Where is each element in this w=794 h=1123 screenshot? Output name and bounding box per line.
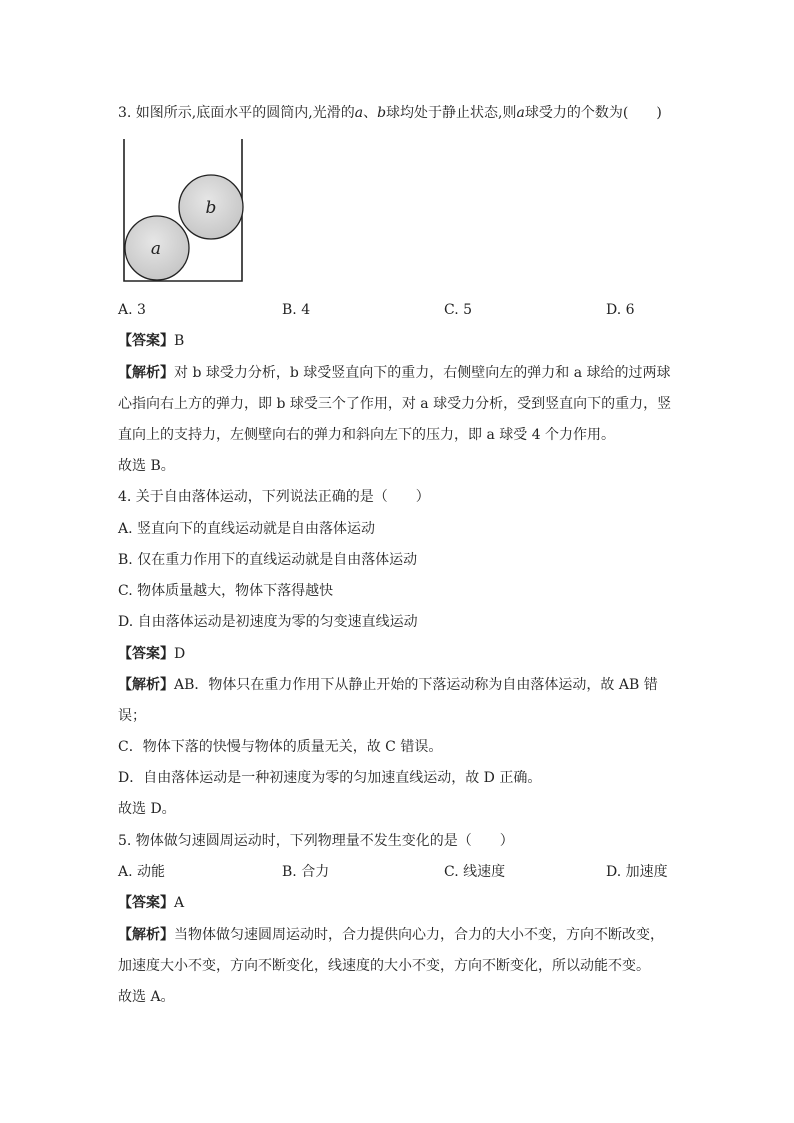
q3-analysis-text-1: 对 b 球受力分析，b 球受竖直向下的重力，右侧壁向左的弹力和 a 球给的过两球: [174, 365, 671, 381]
ball-a-label: a: [150, 239, 162, 259]
q3-stem-part1: 3. 如图所示,底面水平的圆筒内,光滑的: [118, 105, 355, 121]
q3-stem-part2: 球均处于静止状态,则: [386, 105, 517, 121]
q3-conclusion: 故选 B。: [118, 458, 175, 474]
q3-analysis-line-2: 心指向右上方的弹力，即 b 球受三个了作用，对 a 球受力分析，受到竖直向下的重力，竖: [118, 396, 672, 412]
q4-conclusion: 故选 D。: [118, 801, 176, 817]
q3-var-a: a: [354, 105, 364, 121]
q3-analysis-line-1: [118, 364, 671, 382]
q3-stem-part3: 球受力的个数为( ): [524, 105, 662, 121]
q5-analysis-line-1: [118, 926, 664, 944]
q5-answer-value: A: [174, 895, 185, 911]
q4-option-c: C. 物体质量越大，物体下落得越快: [118, 583, 334, 599]
q4-answer: [118, 645, 185, 663]
q5-answer-label: 【答案】: [118, 895, 174, 911]
q4-answer-label: 【答案】: [118, 646, 174, 662]
q5-option-a: A. 动能: [118, 864, 166, 880]
q5-conclusion: 故选 A。: [118, 989, 175, 1005]
q5-option-d: D. 加速度: [606, 864, 668, 880]
q4-analysis-text-1: AB．物体只在重力作用下从静止开始的下落运动称为自由落体运动，故 AB 错: [174, 677, 658, 693]
q4-analysis-label: 【解析】: [118, 677, 174, 693]
q4-analysis-line-4: D．自由落体运动是一种初速度为零的匀加速直线运动，故 D 正确。: [118, 770, 542, 786]
q5-analysis-label: 【解析】: [118, 927, 174, 943]
q3-answer: [118, 332, 184, 350]
q4-option-b: B. 仅在重力作用下的直线运动就是自由落体运动: [118, 552, 418, 568]
q4-stem: 4. 关于自由落体运动，下列说法正确的是（ ）: [118, 489, 430, 505]
q3-option-c: C. 5: [444, 302, 473, 318]
q4-answer-value: D: [174, 646, 186, 662]
q5-option-c: C. 线速度: [444, 864, 506, 880]
q3-stem: [118, 104, 662, 122]
q3-analysis-line-3: 直向上的支持力，左侧壁向右的弹力和斜向左下的压力，即 a 球受 4 个力作用。: [118, 427, 616, 443]
q3-answer-value: B: [174, 333, 185, 349]
q5-stem: 5. 物体做匀速圆周运动时，下列物理量不发生变化的是（ ）: [118, 833, 514, 849]
q4-analysis-line-2: 误；: [118, 708, 146, 724]
q3-var-b: b: [377, 105, 387, 121]
q3-option-d: D. 6: [606, 302, 635, 318]
q5-analysis-text-1: 当物体做匀速圆周运动时，合力提供向心力，合力的大小不变，方向不断改变，: [174, 927, 664, 943]
q3-option-b: B. 4: [282, 302, 311, 318]
q5-option-b: B. 合力: [282, 864, 330, 880]
q3-option-a: A. 3: [118, 302, 146, 318]
q5-answer: [118, 894, 184, 912]
q3-analysis-label: 【解析】: [118, 365, 174, 381]
q3-var-a2: a: [516, 105, 525, 121]
q4-analysis-line-3: C．物体下落的快慢与物体的质量无关，故 C 错误。: [118, 739, 443, 755]
ball-b-label: b: [205, 198, 217, 218]
q4-option-a: A. 竖直向下的直线运动就是自由落体运动: [118, 521, 376, 537]
q4-option-d: D. 自由落体运动是初速度为零的匀变速直线运动: [118, 614, 418, 630]
q4-analysis-line-1: [118, 676, 658, 694]
q3-figure-cylinder: [118, 137, 248, 285]
q5-analysis-line-2: 加速度大小不变，方向不断变化，线速度的大小不变，方向不断变化，所以动能不变。: [118, 958, 650, 974]
q3-answer-label: 【答案】: [118, 333, 174, 349]
q3-separator: 、: [363, 105, 378, 121]
